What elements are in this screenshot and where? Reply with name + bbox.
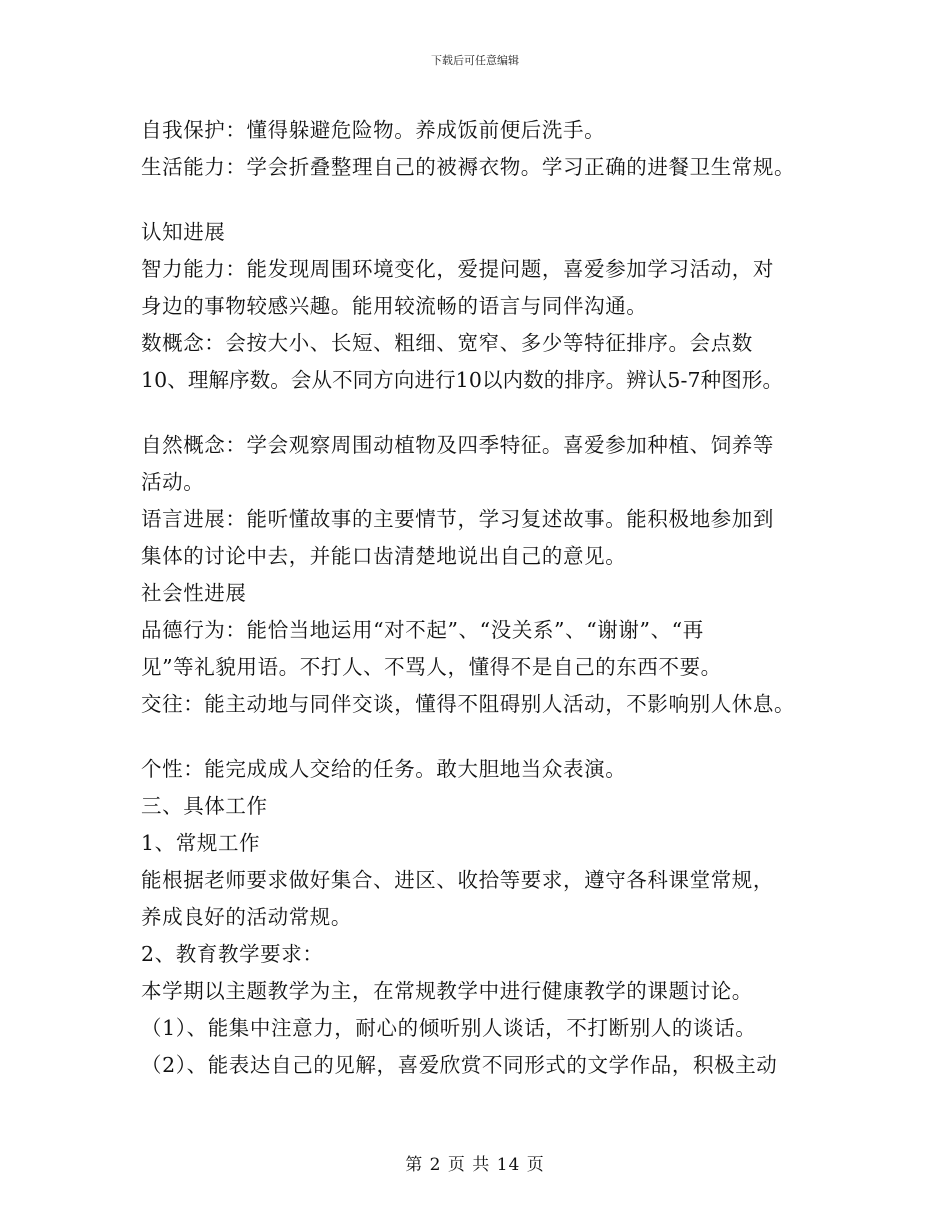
text-line: 身边的事物较感兴趣。能用较流畅的语言与同伴沟通。 — [141, 294, 648, 318]
text-line: 养成良好的活动常规。 — [141, 905, 352, 929]
paragraph-gap — [141, 186, 831, 214]
paragraph-gap — [141, 723, 831, 751]
text-line: 10、理解序数。会从不同方向进行10以内数的排序。辨认5-7种图形。 — [141, 368, 784, 392]
text-line: （1）、能集中注意力，耐心的倾听别人谈话，不打断别人的谈话。 — [141, 1016, 757, 1040]
text-line: 个性：能完成成人交给的任务。敢大胆地当众表演。 — [141, 757, 627, 781]
text-line: 交往：能主动地与同伴交谈，懂得不阻碍别人活动，不影响别人休息。 — [141, 692, 796, 716]
text-line: （2）、能表达自己的见解，喜爱欣赏不同形式的文学作品，积极主动 — [141, 1053, 778, 1077]
text-line: 品德行为：能恰当地运用“对不起”、“没关系”、“谢谢”、“再 — [141, 618, 704, 642]
text-line: 集体的讨论中去，并能口齿清楚地说出自己的意见。 — [141, 544, 627, 568]
subsection-heading: 2、教育教学要求： — [141, 942, 324, 966]
section-heading: 认知进展 — [141, 220, 226, 244]
page-header: 下载后可任意编辑 — [431, 54, 519, 67]
text-line: 活动。 — [141, 470, 205, 494]
text-line: 本学期以主题教学为主，在常规教学中进行健康教学的课题讨论。 — [141, 979, 753, 1003]
text-line: 生活能力：学会折叠整理自己的被褥衣物。学习正确的进餐卫生常规。 — [141, 155, 796, 179]
text-line: 能根据老师要求做好集合、进区、收拾等要求，遵守各科课堂常规， — [141, 868, 774, 892]
section-heading: 社会性进展 — [141, 581, 247, 605]
subsection-heading: 1、常规工作 — [141, 831, 261, 855]
page-footer: 第 2 页 共 14 页 — [405, 1155, 545, 1175]
text-line: 见”等礼貌用语。不打人、不骂人，懂得不是自己的东西不要。 — [141, 655, 722, 679]
text-line: 智力能力：能发现周围环境变化，爱提问题，喜爱参加学习活动，对 — [141, 257, 774, 281]
text-line: 自我保护：懂得躲避危险物。养成饭前便后洗手。 — [141, 118, 606, 142]
text-line: 语言进展：能听懂故事的主要情节，学习复述故事。能积极地参加到 — [141, 507, 774, 531]
paragraph-gap — [141, 399, 831, 427]
text-line: 数概念：会按大小、长短、粗细、宽窄、多少等特征排序。会点数 — [141, 331, 753, 355]
document-body — [141, 112, 831, 1084]
section-heading: 三、具体工作 — [141, 794, 268, 818]
text-line: 自然概念：学会观察周围动植物及四季特征。喜爱参加种植、饲养等 — [141, 433, 774, 457]
